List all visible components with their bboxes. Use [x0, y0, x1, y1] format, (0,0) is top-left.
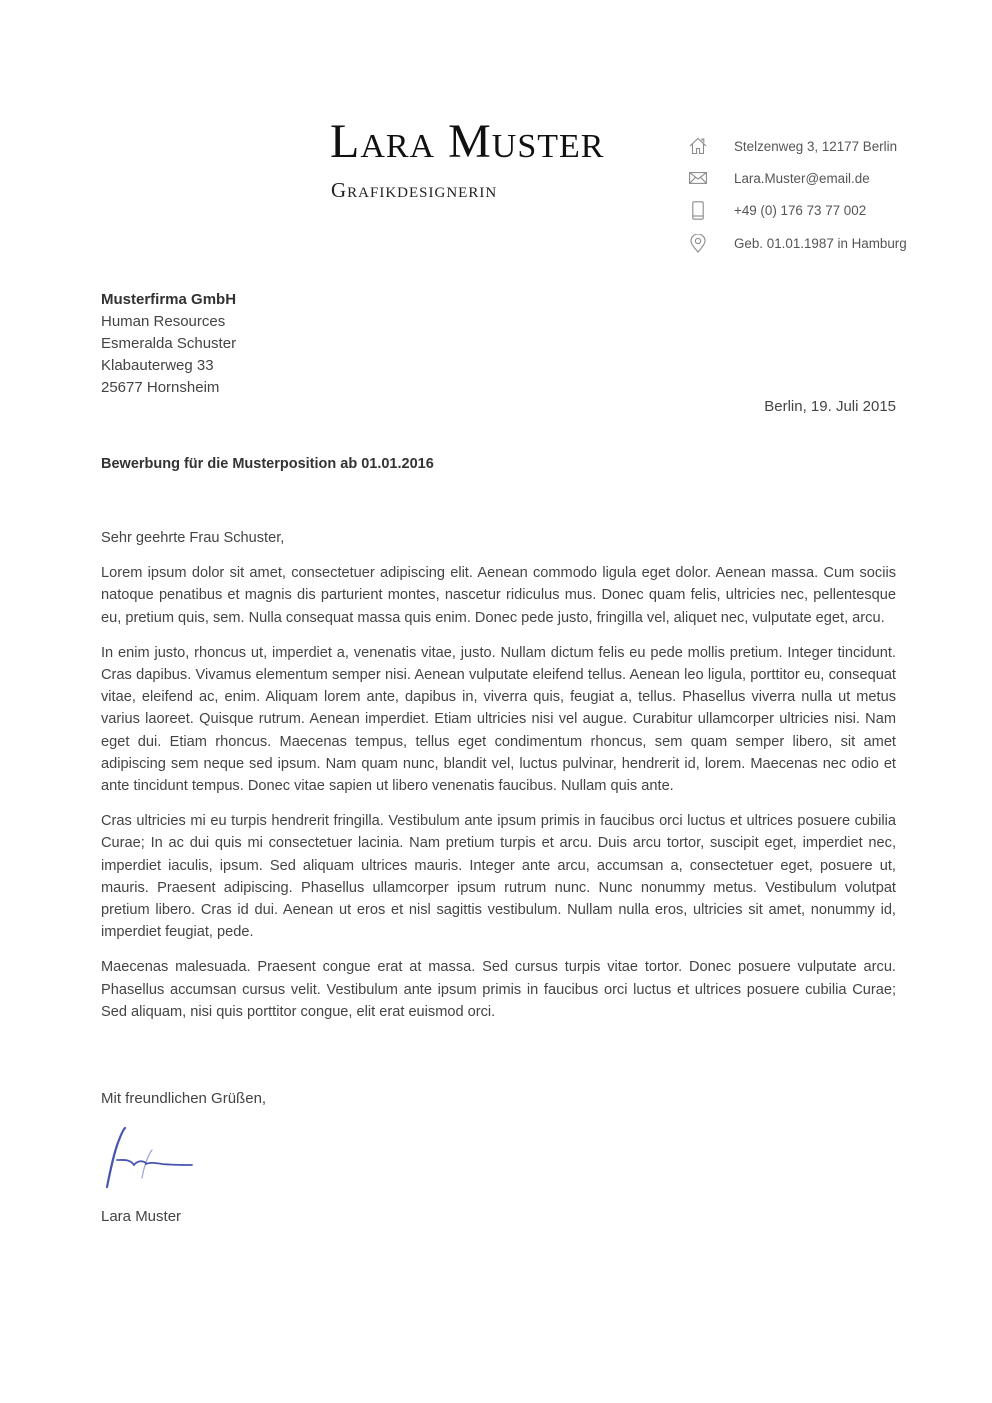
contact-phone	[686, 195, 946, 227]
mail-icon	[686, 168, 710, 188]
letter-subject: Bewerbung für die Musterposition ab 01.01.2016	[101, 456, 434, 472]
signature-icon	[100, 1122, 200, 1197]
body-paragraph: Cras ultricies mi eu turpis hendrerit fringilla. Vestibulum ante ipsum primis in faucibus orci luctus et ultrices posuere cubilia Curae; In ac dui quis mi consectetuer lacinia. Nam pretium turpis et arcu. Duis arcu tortor, suscipit eget, imperdiet nec, imperdiet iaculis, ipsum. Sed aliquam ultrices mauris. Integer ante arcu, accumsan a, consectetuer eget, posuere ut, mauris. Praesent adipiscing. Phasellus ullamcorper ipsum rutrum nunc. Nunc nonummy metus. Vestibulum volutpat pretium libero. Cras id dui. Aenean ut eros et nisl sagittis vestibulum. Nullam nulla eros, ultricies sit amet, nonummy id, imperdiet feugiat, pede.	[101, 813, 896, 941]
closing-phrase: Mit freundlichen Grüßen,	[101, 1090, 267, 1107]
applicant-job-title: Grafikdesignerin	[331, 178, 498, 202]
location-pin-icon	[686, 233, 710, 253]
signer-name: Lara Muster	[101, 1208, 182, 1225]
recipient-street: Klabauterweg 33	[101, 357, 214, 374]
recipient-person: Esmeralda Schuster	[101, 335, 237, 352]
contact-email	[686, 162, 946, 194]
contact-address	[686, 130, 946, 162]
letter-date: Berlin, 19. Juli 2015	[764, 398, 896, 415]
recipient-company: Musterfirma GmbH	[101, 291, 237, 308]
contact-birth	[686, 227, 946, 259]
contact-block	[686, 130, 946, 259]
salutation: Sehr geehrte Frau Schuster,	[101, 530, 285, 546]
email-text: Lara.Muster@email.de	[734, 170, 870, 186]
letter-body	[101, 527, 896, 1036]
recipient-department: Human Resources	[101, 313, 226, 330]
birth-text: Geb. 01.01.1987 in Hamburg	[734, 235, 907, 251]
phone-icon	[686, 201, 710, 221]
recipient-city: 25677 Hornsheim	[101, 379, 220, 396]
home-icon	[686, 136, 710, 156]
body-paragraph: Maecenas malesuada. Praesent congue erat at massa. Sed cursus turpis vitae tortor. Donec posuere vulputate arcu. Phasellus accumsan cursus velit. Vestibulum ante ipsum primis in faucibus orci luctus et ultrices posuere cubilia Curae; Sed aliquam, nisi quis porttitor congue, elit erat euismod orci.	[101, 959, 896, 1020]
body-paragraph: Lorem ipsum dolor sit amet, consectetuer adipiscing elit. Aenean commodo ligula eget dolor. Aenean massa. Cum sociis natoque penatibus et magnis dis parturient montes, nascetur ridiculus mus. Donec quam felis, ultricies nec, pellentesque eu, pretium quis, sem. Nulla consequat massa quis enim. Donec pede justo, fringilla vel, aliquet nec, vulputate eget, arcu.	[101, 565, 896, 626]
phone-text: +49 (0) 176 73 77 002	[734, 203, 867, 219]
body-paragraph: In enim justo, rhoncus ut, imperdiet a, venenatis vitae, justo. Nullam dictum felis eu pede mollis pretium. Integer tincidunt. Cras dapibus. Vivamus elementum semper nisi. Aenean vulputate eleifend tellus. Aenean leo ligula, porttitor eu, consequat vitae, eleifend ac, enim. Aliquam lorem ante, dapibus in, viverra quis, feugiat a, tellus. Phasellus viverra nulla ut metus varius laoreet. Quisque rutrum. Aenean imperdiet. Etiam ultricies nisi vel augue. Curabitur ullamcorper ultricies nisi. Nam eget dui. Etiam rhoncus. Maecenas tempus, tellus eget condimentum rhoncus, sem quam semper libero, sit amet adipiscing sem neque sed ipsum. Nam quam nunc, blandit vel, luctus pulvinar, hendrerit id, lorem. Maecenas nec odio et ante tincidunt tempus. Donec vitae sapien ut libero venenatis faucibus. Nullam quis ante.	[101, 644, 896, 795]
recipient-address	[101, 289, 236, 399]
applicant-name: Lara Muster	[330, 115, 605, 168]
address-text: Stelzenweg 3, 12177 Berlin	[734, 138, 898, 154]
